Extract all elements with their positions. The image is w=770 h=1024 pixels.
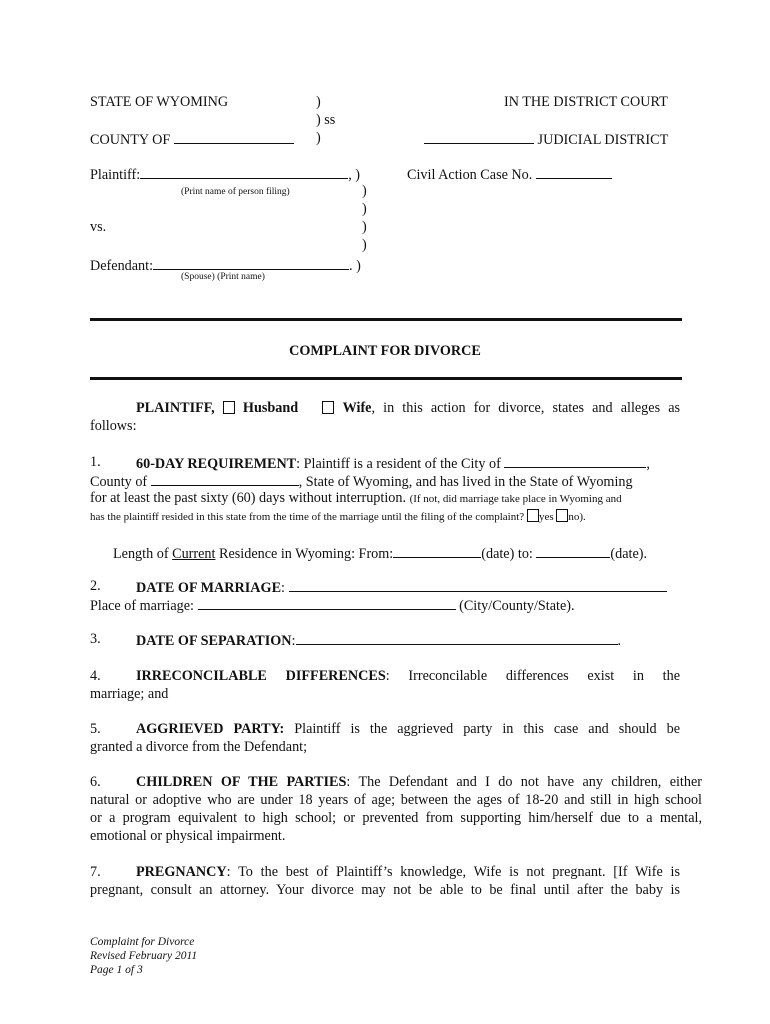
vs-label: vs.: [90, 219, 107, 235]
residence-from-blank[interactable]: [393, 544, 481, 558]
footer-form-name: Complaint for Divorce: [90, 936, 195, 948]
section-6-line-2: natural or adoptive who are under 18 years of age; between the ages of 18-20 and still in high school: [90, 792, 702, 808]
state-label: STATE OF WYOMING: [90, 94, 229, 110]
county-blank[interactable]: [174, 130, 294, 144]
section-6-line-4: emotional or physical impairment.: [90, 828, 286, 844]
section-1-line-1: 60-DAY REQUIREMENT: Plaintiff is a resident of the City of ,: [136, 456, 650, 472]
section-5-number: 5.: [90, 721, 101, 737]
husband-checkbox[interactable]: [223, 401, 235, 414]
section-7-number: 7.: [90, 864, 101, 880]
separation-date-blank[interactable]: [296, 631, 618, 645]
section-5-line-1: AGGRIEVED PARTY: Plaintiff is the aggrieved party in this case and should be: [136, 721, 680, 737]
caption-paren: ): [316, 94, 321, 110]
ss-label: ) ss: [316, 112, 336, 128]
section-5-line-2: granted a divorce from the Defendant;: [90, 739, 308, 755]
section-4-number: 4.: [90, 668, 101, 684]
footer-page-number: Page 1 of 3: [90, 964, 143, 976]
section-1-number: 1.: [90, 454, 101, 470]
footer-revised: Revised February 2011: [90, 950, 198, 962]
section-1-line-3: for at least the past sixty (60) days without interruption. (If not, did marriage take place in Wyoming and: [90, 490, 622, 506]
section-4-line-2: marriage; and: [90, 686, 169, 702]
wife-checkbox[interactable]: [322, 401, 334, 414]
defendant-label: Defendant: . ): [90, 258, 361, 274]
caption-paren: ): [316, 130, 321, 146]
section-2-line-1: DATE OF MARRIAGE:: [136, 578, 667, 597]
spouse-note: (Spouse) (Print name): [181, 272, 265, 282]
bottom-rule: [90, 377, 682, 380]
no-checkbox[interactable]: [556, 509, 568, 522]
section-7-line-2: pregnant, consult an attorney. Your divorce may not be able to be final until after the baby is: [90, 882, 680, 898]
city-blank[interactable]: [504, 454, 646, 468]
print-name-note: (Print name of person filing): [181, 187, 290, 197]
section-7-line-1: PREGNANCY: To the best of Plaintiff’s knowledge, Wife is not pregnant. [If Wife is: [136, 864, 680, 880]
section-6-number: 6.: [90, 774, 101, 790]
intro-follows: follows:: [90, 418, 137, 434]
yes-checkbox[interactable]: [527, 509, 539, 522]
top-rule: [90, 318, 682, 321]
document-title: COMPLAINT FOR DIVORCE: [289, 343, 481, 359]
plaintiff-name-blank[interactable]: [140, 165, 348, 179]
intro-line: PLAINTIFF, Husband Wife, in this action for divorce, states and alleges as: [136, 400, 681, 416]
section-2-line-2: Place of marriage: (City/County/State).: [90, 598, 575, 614]
caption-paren: ): [362, 237, 367, 253]
case-number-blank[interactable]: [536, 165, 612, 179]
case-number-label: Civil Action Case No.: [407, 165, 612, 184]
section-1-line-4: has the plaintiff resided in this state from the time of the marriage until the filing of the complaint? yes no).: [90, 511, 586, 523]
county-label: COUNTY OF: [90, 130, 294, 149]
plaintiff-label: Plaintiff: , ): [90, 167, 361, 183]
county-of-residence-blank[interactable]: [151, 472, 299, 486]
marriage-place-blank[interactable]: [198, 596, 456, 610]
section-6-line-3: or a program equivalent to high school; or prevented from supporting him/herself due to a mental,: [90, 810, 702, 826]
section-6-line-1: CHILDREN OF THE PARTIES: The Defendant and I do not have any children, either: [136, 774, 702, 790]
length-of-residence: Length of Current Residence in Wyoming: From: (date) to: (date).: [113, 546, 648, 562]
section-3-number: 3.: [90, 631, 101, 647]
district-blank[interactable]: [424, 130, 534, 144]
caption-paren: ): [362, 201, 367, 217]
section-1-line-2: County of , State of Wyoming, and has lived in the State of Wyoming: [90, 474, 633, 490]
residence-to-blank[interactable]: [536, 544, 610, 558]
caption-paren: ): [362, 219, 367, 235]
caption-paren: ): [362, 183, 367, 199]
court-label: IN THE DISTRICT COURT: [504, 94, 668, 110]
defendant-name-blank[interactable]: [153, 256, 349, 270]
section-4-line-1: IRRECONCILABLE DIFFERENCES: Irreconcilable differences exist in the: [136, 668, 681, 684]
section-3-line: DATE OF SEPARATION: .: [136, 633, 622, 649]
marriage-date-blank[interactable]: [289, 578, 667, 592]
district-label: JUDICIAL DISTRICT: [424, 130, 668, 149]
section-2-number: 2.: [90, 578, 101, 594]
